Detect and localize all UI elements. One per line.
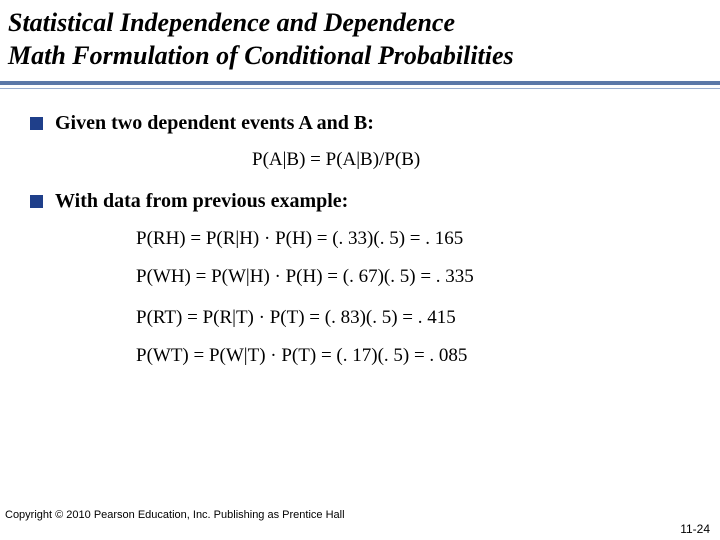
equation-rh: P(RH) = P(R|H) · P(H) = (. 33)(. 5) = . 165 (136, 228, 464, 249)
title-divider (0, 81, 720, 85)
bullet-text: With data from previous example: (55, 189, 349, 212)
slide-title-line-1: Statistical Independence and Dependence (8, 8, 456, 37)
equation-wt: P(WT) = P(W|T) · P(T) = (. 17)(. 5) = . 085 (136, 345, 468, 366)
bullet-text: Given two dependent events A and B: (55, 111, 374, 134)
conditional-probability-formula: P(A|B) = P(A|B)/P(B) (252, 149, 421, 170)
equation-rt: P(RT) = P(R|T) · P(T) = (. 83)(. 5) = . 415 (136, 307, 456, 328)
bullet-item-2 (30, 188, 348, 214)
slide-title (8, 6, 708, 72)
title-divider-thin (0, 88, 720, 89)
square-bullet-icon (30, 195, 43, 208)
square-bullet-icon (30, 117, 43, 130)
slide-number: 11-24 (680, 522, 710, 536)
slide-title-line-2: Math Formulation of Conditional Probabilities (8, 41, 514, 70)
equation-wh: P(WH) = P(W|H) · P(H) = (. 67)(. 5) = . 335 (136, 266, 474, 287)
bullet-item-1 (30, 110, 374, 136)
copyright-notice: Copyright © 2010 Pearson Education, Inc. Publishing as Prentice Hall (5, 509, 345, 521)
